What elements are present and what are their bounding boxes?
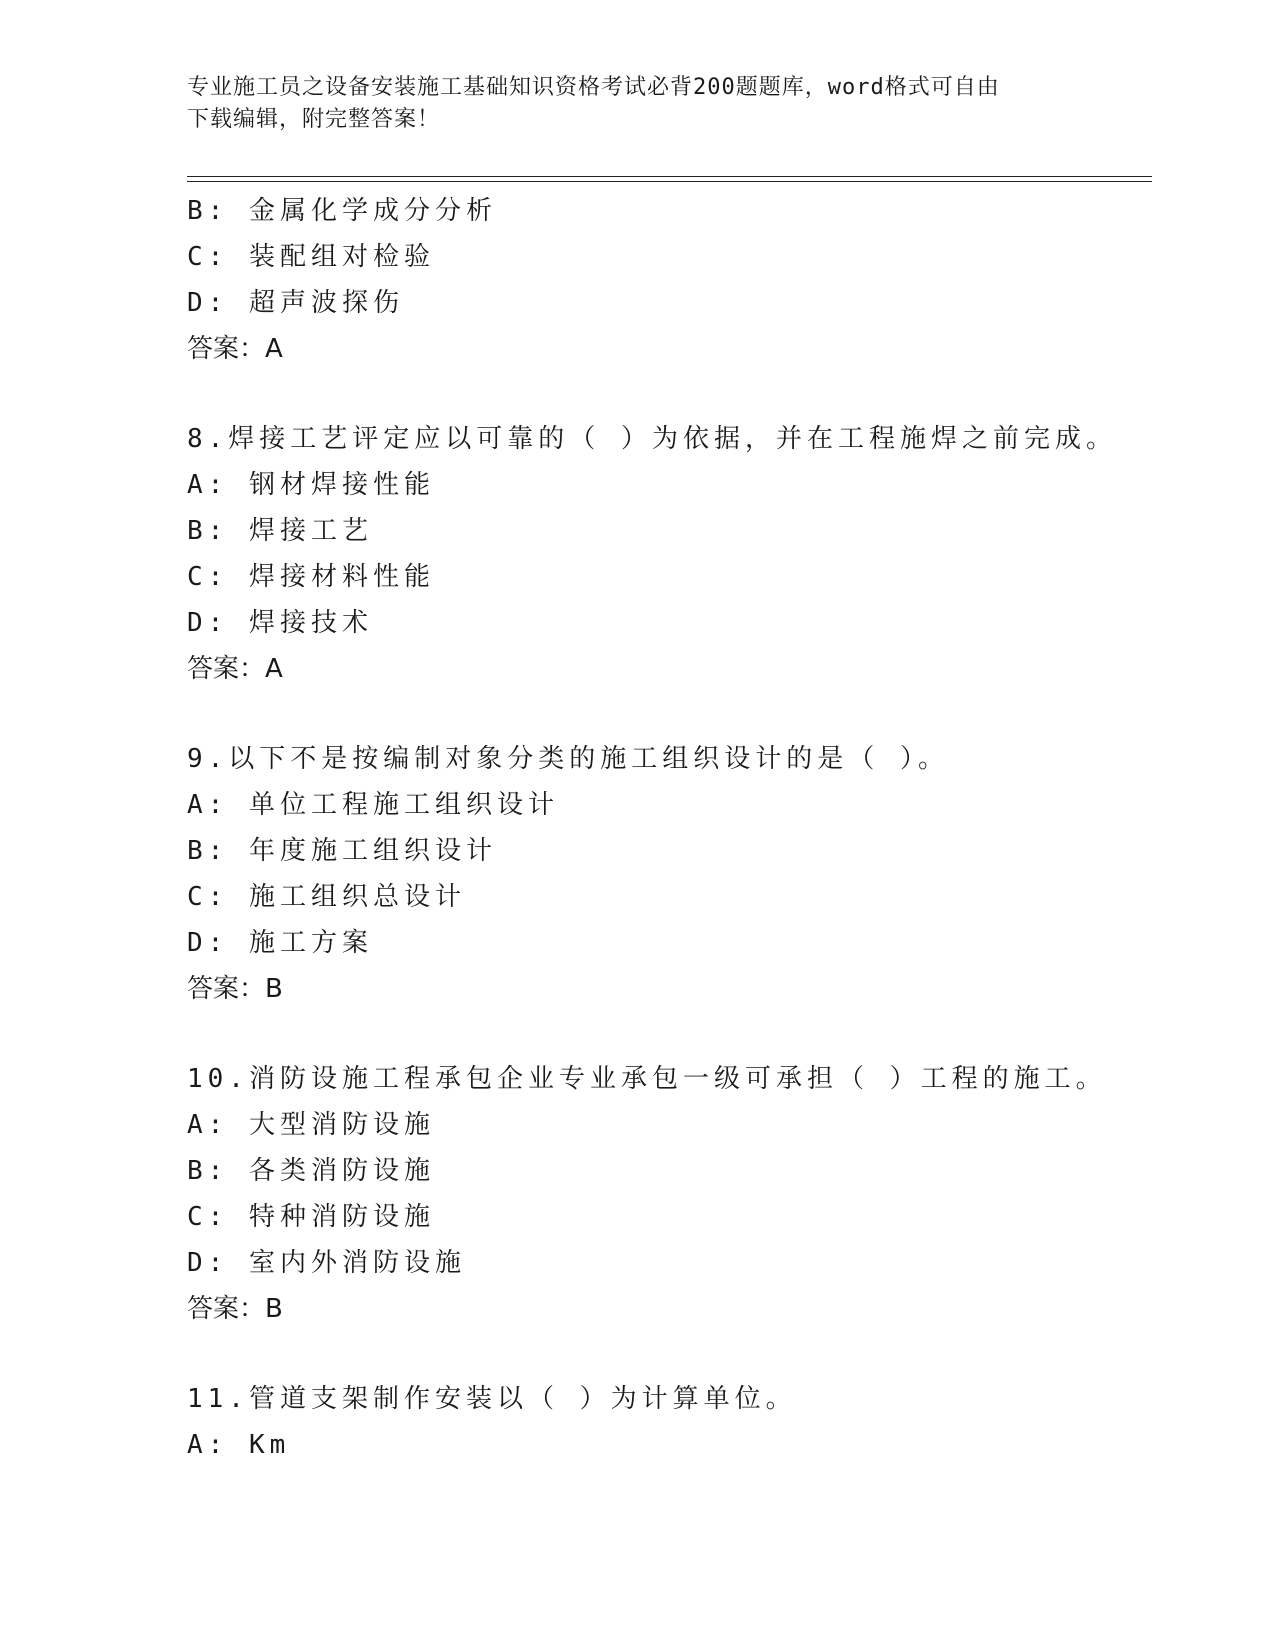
option-a: A: 钢材焊接性能: [187, 470, 435, 500]
option-c: C: 焊接材料性能: [187, 562, 435, 592]
option-c: C: 施工组织总设计: [187, 882, 466, 912]
option-c: C: 装配组对检验: [187, 242, 435, 272]
document-header: [187, 72, 1067, 136]
spacer: [187, 372, 1152, 416]
option-b: B: 各类消防设施: [187, 1156, 435, 1186]
answer-label: 答案：B: [187, 1294, 283, 1324]
question-stem: 8.焊接工艺评定应以可靠的（ ）为依据，并在工程施焊之前完成。: [187, 424, 1117, 454]
question-stem: 10.消防设施工程承包企业专业承包一级可承担（ ）工程的施工。: [187, 1064, 1107, 1094]
header-line-2: 下载编辑，附完整答案！: [187, 107, 441, 132]
question-block-8: [187, 416, 1152, 692]
option-a: A: 单位工程施工组织设计: [187, 790, 559, 820]
option-b: B: 年度施工组织设计: [187, 836, 497, 866]
header-rule-bottom: [187, 181, 1152, 182]
option-b: B: 焊接工艺: [187, 516, 373, 546]
answer-label: 答案：B: [187, 974, 283, 1004]
header-line-1: 专业施工员之设备安装施工基础知识资格考试必背200题题库，word格式可自由: [187, 75, 1000, 100]
option-a: A: 大型消防设施: [187, 1110, 435, 1140]
option-c: C: 特种消防设施: [187, 1202, 435, 1232]
spacer: [187, 1012, 1152, 1056]
option-a: A: Km: [187, 1430, 291, 1460]
question-list: [187, 188, 1152, 1468]
question-block-10: [187, 1056, 1152, 1332]
question-block-9: [187, 736, 1152, 1012]
question-stem: 9.以下不是按编制对象分类的施工组织设计的是（ ）。: [187, 744, 949, 774]
spacer: [187, 1332, 1152, 1376]
question-stem: 11.管道支架制作安装以（ ）为计算单位。: [187, 1384, 797, 1414]
option-d: D: 施工方案: [187, 928, 373, 958]
answer-label: 答案：A: [187, 334, 283, 364]
option-b: B: 金属化学成分分析: [187, 196, 497, 226]
spacer: [187, 692, 1152, 736]
option-d: D: 室内外消防设施: [187, 1248, 466, 1278]
question-block-11: [187, 1376, 1152, 1468]
question-block-7: [187, 188, 1152, 372]
header-rule-top: [187, 176, 1152, 177]
answer-label: 答案：A: [187, 654, 283, 684]
option-d: D: 焊接技术: [187, 608, 373, 638]
option-d: D: 超声波探伤: [187, 288, 404, 318]
